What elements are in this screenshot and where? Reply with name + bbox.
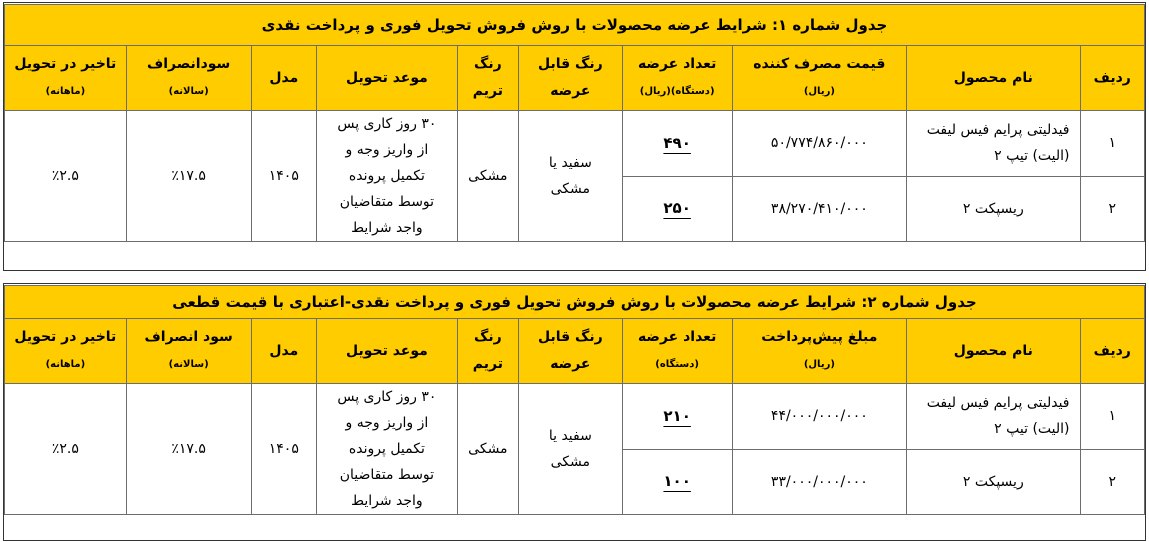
header-delay-unit: (ماهانه) [45,86,86,97]
price-value: ۴۴/۰۰۰/۰۰۰/۰۰۰ [732,384,906,450]
delivery-value: ۳۰ روز کاری پس از واریز وجه و تکمیل پرونده توسط متقاضیان واجد شرایط [317,384,458,515]
header-delay-unit: (ماهانه) [45,359,86,370]
qty-cell [622,111,732,177]
profit-value: ٪۱۷.۵ [126,384,251,515]
header-product: نام محصول [907,46,1080,111]
table-1-title: جدول شماره ۱: شرایط عرضه محصولات با روش فروش تحویل فوری و پرداخت نقدی [5,5,1145,46]
header-color: رنگ قابل عرضه [519,319,623,384]
header-qty: تعداد عرضه (دستگاه)(ریال) [622,46,732,111]
header-price-unit: (ریال) [803,86,835,97]
model-value: ۱۴۰۵ [251,384,317,515]
header-delivery: موعد تحویل [317,319,458,384]
header-model: مدل [251,319,317,384]
header-qty-unit: (دستگاه) [655,359,699,370]
qty-cell [622,384,732,450]
table-1-title-row [5,5,1145,46]
profit-value: ٪۱۷.۵ [126,111,251,242]
header-price-unit: (ریال) [803,359,835,370]
header-row-index: ردیف [1080,319,1145,384]
header-qty: تعداد عرضه (دستگاه) [622,319,732,384]
header-delay: تاخیر در تحویل (ماهانه) [5,319,127,384]
table-2 [4,285,1145,515]
header-profit: سودانصراف (سالانه) [126,46,251,111]
header-profit: سود انصراف (سالانه) [126,319,251,384]
qty-cell [622,449,732,515]
product-name: ریسپکت ۲ [907,449,1080,515]
trim-value: مشکی [457,111,518,242]
header-price: مبلغ پیش‌پرداخت (ریال) [732,319,906,384]
qty-value: ۲۱۰ [663,406,691,425]
qty-value: ۲۵۰ [663,199,691,218]
row-index: ۱ [1080,384,1145,450]
table-1 [4,4,1145,242]
header-price: قیمت مصرف کننده (ریال) [732,46,906,111]
header-trim: رنگ تریم [457,319,518,384]
color-value: سفید یا مشکی [519,111,623,242]
price-value: ۳۸/۲۷۰/۴۱۰/۰۰۰ [732,176,906,242]
header-delay: تاخیر در تحویل (ماهانه) [5,46,127,111]
product-name: ریسپکت ۲ [907,176,1080,242]
model-value: ۱۴۰۵ [251,111,317,242]
header-row-index: ردیف [1080,46,1145,111]
qty-value: ۴۹۰ [663,133,691,152]
table-2-title: جدول شماره ۲: شرایط عرضه محصولات با روش فروش تحویل فوری و پرداخت نقدی-اعتباری با قیمت قطعی [5,286,1145,319]
header-qty-unit: (دستگاه)(ریال) [639,86,715,97]
qty-cell [622,176,732,242]
trim-value: مشکی [457,384,518,515]
delay-value: ٪۲.۵ [5,384,127,515]
price-value: ۳۳/۰۰۰/۰۰۰/۰۰۰ [732,449,906,515]
color-value: سفید یا مشکی [519,384,623,515]
delivery-value: ۳۰ روز کاری پس از واریز وجه و تکمیل پرونده توسط متقاضیان واجد شرایط [317,111,458,242]
header-product: نام محصول [907,319,1080,384]
table-1-header-row [5,46,1145,111]
table-2-title-row [5,286,1145,319]
row-index: ۱ [1080,111,1145,177]
header-delivery: موعد تحویل [317,46,458,111]
table-row [5,384,1145,450]
table-row [5,111,1145,177]
table-2-header-row [5,319,1145,384]
qty-value: ۱۰۰ [663,472,691,491]
delay-value: ٪۲.۵ [5,111,127,242]
header-profit-unit: (سالانه) [168,86,209,97]
row-index: ۲ [1080,449,1145,515]
price-value: ۵۰/۷۷۴/۸۶۰/۰۰۰ [732,111,906,177]
header-model: مدل [251,46,317,111]
header-trim: رنگ تریم [457,46,518,111]
product-name: فیدلیتی پرایم فیس لیفت (الیت) تیپ ۲ [907,384,1080,450]
product-name: فیدلیتی پرایم فیس لیفت (الیت) تیپ ۲ [907,111,1080,177]
row-index: ۲ [1080,176,1145,242]
header-profit-unit: (سالانه) [168,359,209,370]
header-color: رنگ قابل عرضه [519,46,623,111]
